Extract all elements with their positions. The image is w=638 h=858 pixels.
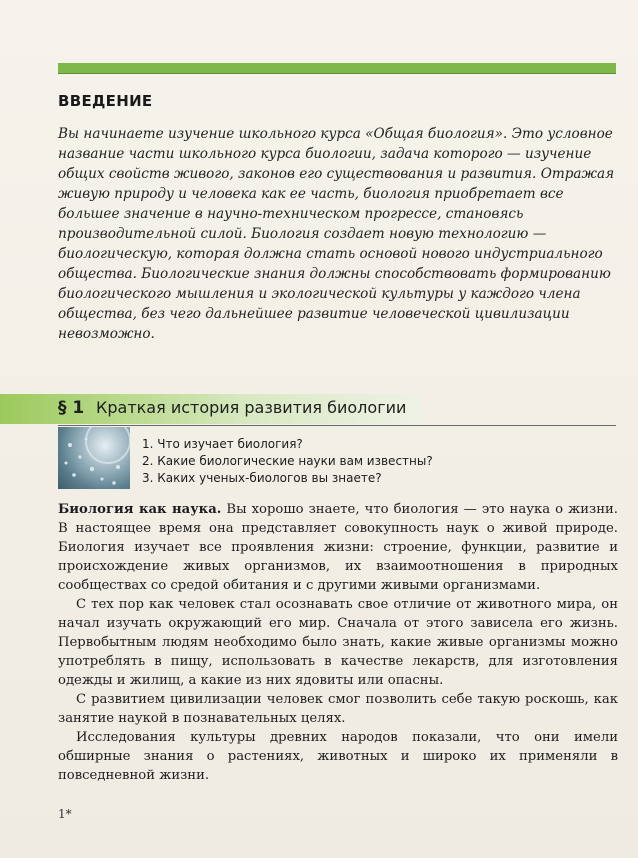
body-paragraph-2: С тех пор как человек стал осознавать свое отличие от животного мира, он начал изучать окружающий его мир. Сначала от этого зависела его жизнь. Первобытным людям необходимо было знать, какие живые организмы можно употреблять в пищу, использовать в качестве лекарств, для изготовления одежды и жилищ, а какие из них ядовиты или опасны. bbox=[58, 597, 618, 688]
body-paragraph-1: Биология как наука. Вы хорошо знаете, что биология — это наука о жизни. В настоящее время она представляет совокупность наук о живой природе. Биология изучает все проявления жизни: строение, функции, развитие и происхождение живых организмов, их взаимоотношения в природных сообществах со средой обитания и с другими живыми организмами. bbox=[58, 502, 618, 593]
question-item: 3. Каких ученых-биологов вы знаете? bbox=[142, 471, 382, 485]
body-text bbox=[58, 500, 618, 785]
body-paragraph-3: С развитием цивилизации человек смог позволить себе такую роскошь, как занятие наукой в познавательных целях. bbox=[58, 692, 618, 726]
section-number: § 1 bbox=[58, 398, 85, 418]
intro-heading: ВВЕДЕНИЕ bbox=[58, 92, 153, 110]
section-divider bbox=[58, 425, 616, 426]
lead-term: Биология как наука. bbox=[58, 502, 222, 517]
page-number: 1* bbox=[58, 807, 72, 821]
cell-texture-icon bbox=[58, 427, 130, 489]
top-green-rule bbox=[58, 63, 616, 74]
body-paragraph-4: Исследования культуры древних народов показали, что они имели обширные знания о растениях, животных и широко их применяли в повседневной жизни. bbox=[58, 730, 618, 783]
question-item: 1. Что изучает биология? bbox=[142, 437, 303, 451]
intro-paragraph: Вы начинаете изучение школьного курса «Общая биология». Это условное название части школьного курса биологии, задача которого — изучение общих свойств живого, законов его существования и развития. Отражая живую природу и человека как ее часть, биология приобретает все большее значение в научно-техническом прогрессе, становясь производительной силой. Биология создает новую технологию — биологическую, которая должна стать основой нового индустриального общества. Биологические знания должны способствовать формированию биологического мышления и экологической культуры у каждого члена общества, без чего дальнейшее развитие человеческой цивилизации невозможно. bbox=[58, 126, 615, 342]
section-illustration bbox=[58, 427, 130, 489]
section-title: Краткая история развития биологии bbox=[96, 398, 407, 417]
question-item: 2. Какие биологические науки вам известны? bbox=[142, 454, 433, 468]
section-questions bbox=[142, 436, 433, 487]
